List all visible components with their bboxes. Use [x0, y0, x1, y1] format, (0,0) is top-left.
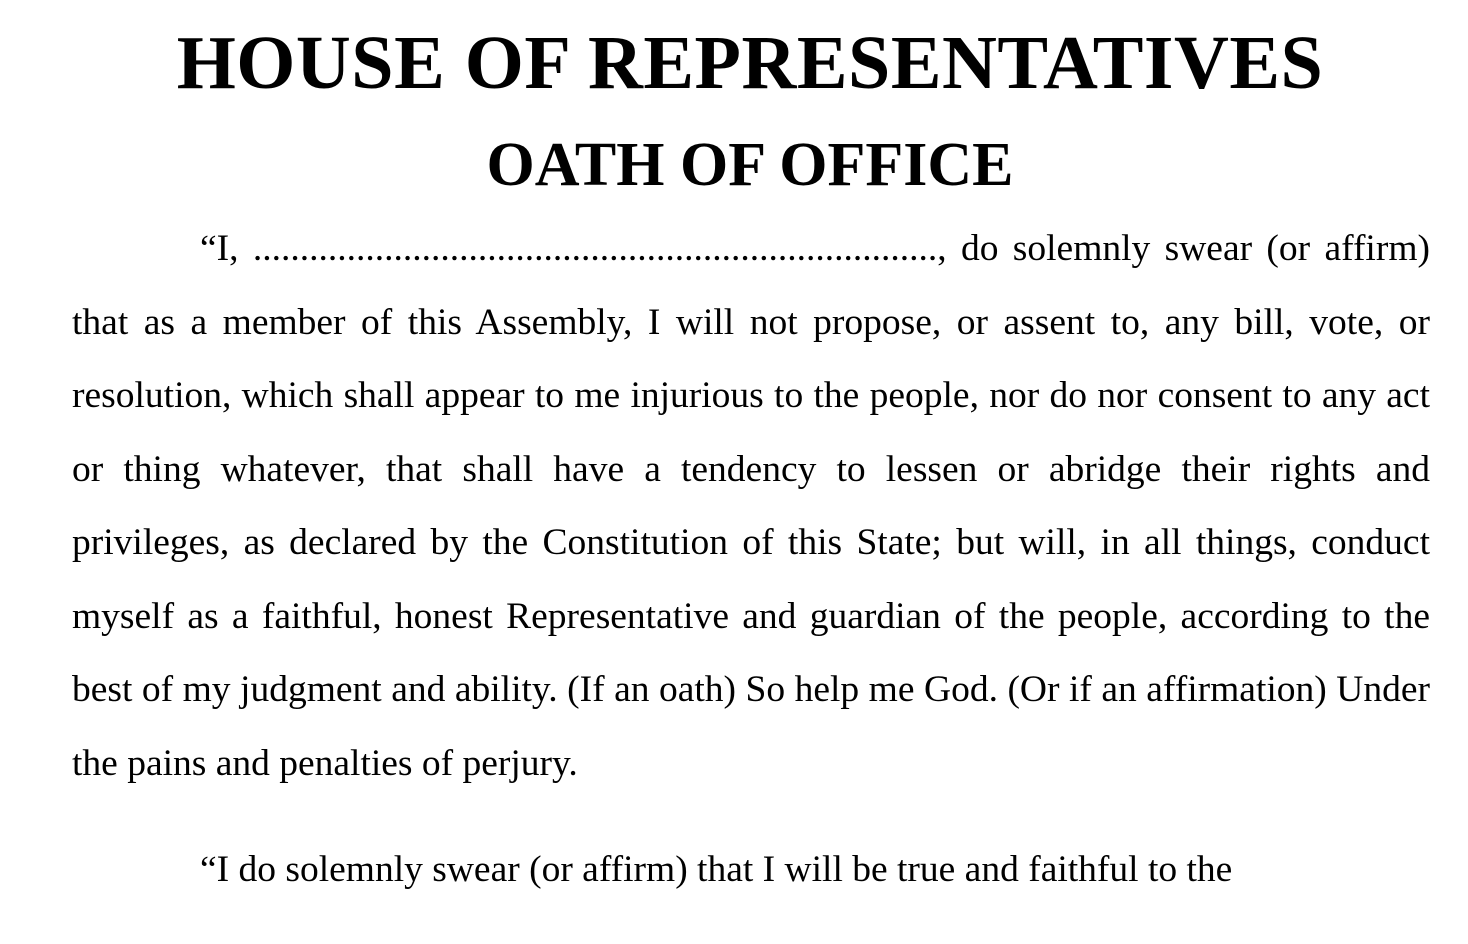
- document-title: HOUSE OF REPRESENTATIVES: [176, 21, 1324, 105]
- oath-paragraph-representative: “I, ........................................................................., do solemnly swear (or affirm) that as a member of this Assembly, I will not propose, or assent to, any bill, vote, or resolution, which shall appear to me injurious to the people, nor do nor consent to any act or thing whatever, that shall have a tendency to lessen or abridge their rights and privileges, as declared by the Constitution of this State; but will, in all things, conduct myself as a faithful, honest Representative and guardian of the people, according to the best of my judgment and ability. (If an oath) So help me God. (Or if an affirmation) Under the pains and penalties of perjury.: [72, 228, 1430, 784]
- oath-paragraph-allegiance: “I do solemnly swear (or affirm) that I will be true and faithful to the: [200, 849, 1233, 890]
- document-subtitle: OATH OF OFFICE: [486, 131, 1014, 199]
- oath-body: [72, 212, 1430, 907]
